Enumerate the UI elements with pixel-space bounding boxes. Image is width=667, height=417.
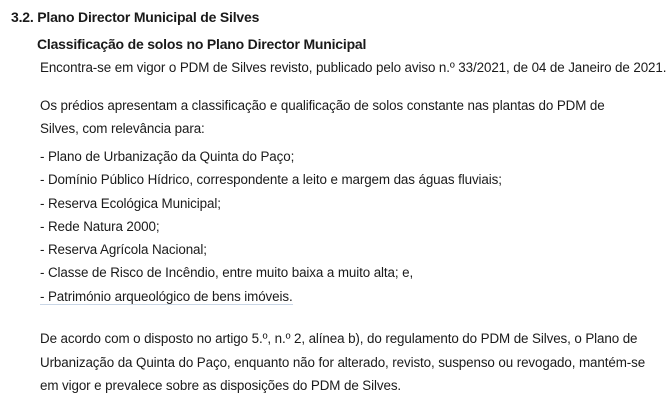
list-item-text: - Rede Natura 2000; [40,218,160,234]
subsection-heading: Classificação de solos no Plano Director Municipal [37,36,367,52]
conclusion-paragraph: De acordo com o disposto no artigo 5.º, n.º 2, alínea b), do regulamento do PDM de Silves, o Plano de Urbanização da Quinta do Paço, enquanto não for alterado, revisto, suspenso ou revogado, mantém-se em vigor e prevalece sobre as disposições do PDM de Silves. [40,331,646,393]
list-item-text: - Património arqueológico de bens imóveis. [40,288,293,304]
section-heading: 3.2. Plano Director Municipal de Silves [11,9,260,25]
list-item-text: - Domínio Público Hídrico, correspondente a leito e margem das águas fluviais; [40,172,502,188]
list-item-text: - Classe de Risco de Incêndio, entre muito baixa a muito alta; e, [40,265,414,281]
list-item-text: - Reserva Agrícola Nacional; [40,242,207,258]
soil-classification-list [40,145,502,308]
classification-paragraph: Os prédios apresentam a classificação e qualificação de solos constante nas plantas do PDM de Silves, com relevância para: [40,98,605,136]
list-item [40,238,502,261]
list-item [40,168,502,191]
list-item [40,285,502,308]
list-item [40,215,502,238]
list-item-text: - Reserva Ecológica Municipal; [40,195,221,211]
list-item-text: - Plano de Urbanização da Quinta do Paço; [40,149,295,164]
list-item [40,145,502,168]
intro-paragraph: Encontra-se em vigor o PDM de Silves revisto, publicado pelo aviso n.º 33/2021, de 04 de Janeiro de 2021. [40,60,667,75]
list-item [40,261,502,284]
list-item [40,192,502,215]
